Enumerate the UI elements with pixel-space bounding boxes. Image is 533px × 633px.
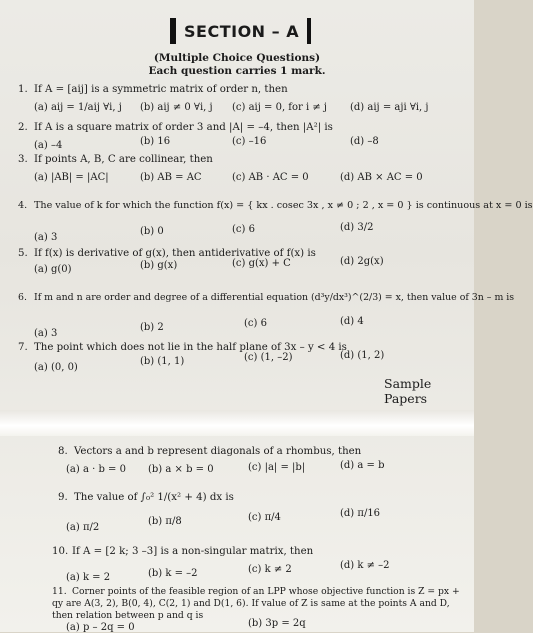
question-11 xyxy=(52,586,466,622)
section-header xyxy=(170,18,311,44)
question-8 xyxy=(58,446,361,457)
q9-option-b[interactable]: (b) π/8 xyxy=(148,516,182,527)
question-stem: The value of ∫₀² 1/(x² + 4) dx is xyxy=(74,492,234,503)
q7-option-a[interactable]: (a) (0, 0) xyxy=(34,362,78,373)
q5-option-a[interactable]: (a) g(0) xyxy=(34,264,72,275)
q1-option-d[interactable]: (d) aij = aji ∀i, j xyxy=(350,102,429,113)
q9-option-c[interactable]: (c) π/4 xyxy=(248,512,281,523)
q1-option-b[interactable]: (b) aij ≠ 0 ∀i, j xyxy=(140,102,213,113)
question-number: 3. xyxy=(18,154,28,165)
q3-option-d[interactable]: (d) AB × AC = 0 xyxy=(340,172,423,183)
question-number: 6. xyxy=(18,292,27,303)
question-9 xyxy=(58,492,234,503)
q3-option-a[interactable]: (a) |AB| = |AC| xyxy=(34,172,109,183)
question-number: 4. xyxy=(18,200,28,211)
header-bar-right xyxy=(307,18,311,44)
q2-option-c[interactable]: (c) –16 xyxy=(232,136,267,147)
q8-option-a[interactable]: (a) a · b = 0 xyxy=(66,464,126,475)
question-number: 10. xyxy=(52,546,69,557)
q2-option-a[interactable]: (a) –4 xyxy=(34,140,63,151)
question-1 xyxy=(18,84,288,95)
q6-option-c[interactable]: (c) 6 xyxy=(244,318,267,329)
q10-option-d[interactable]: (d) k ≠ –2 xyxy=(340,560,390,571)
question-stem: The value of k for which the function f(x) = { kx . cosec 3x , x ≠ 0 ; 2 , x = 0 } is continuous at x = 0 is xyxy=(34,200,533,211)
question-number: 1. xyxy=(18,84,28,95)
question-10 xyxy=(52,546,313,557)
q11-option-a[interactable]: (a) p – 2q = 0 xyxy=(66,622,135,633)
question-6 xyxy=(18,292,514,303)
question-stem: If A = [aij] is a symmetric matrix of order n, then xyxy=(34,84,288,95)
subtitle: (Multiple Choice Questions) xyxy=(153,52,321,64)
q2-option-d[interactable]: (d) –8 xyxy=(350,136,379,147)
q1-option-c[interactable]: (c) aij = 0, for i ≠ j xyxy=(232,102,328,113)
question-3 xyxy=(18,154,213,165)
q7-option-c[interactable]: (c) (1, –2) xyxy=(244,352,293,363)
question-stem: If m and n are order and degree of a differential equation (d³y/dx³)^(2/3) = x, then value of 3n – m is xyxy=(34,292,515,303)
question-stem: Corner points of the feasible region of an LPP whose objective function is Z = px + qy are A(3, 2), B(0, 4), C(2, 1) and D(1, 6). If value of Z is same at the points A and D, then relation between p and q is xyxy=(52,586,460,621)
header-bar-left xyxy=(170,18,176,44)
q10-option-a[interactable]: (a) k = 2 xyxy=(66,572,111,583)
question-stem: If A = [2 k; 3 –3] is a non-singular matrix, then xyxy=(72,546,314,557)
q6-option-d[interactable]: (d) 4 xyxy=(340,316,364,327)
q5-option-d[interactable]: (d) 2g(x) xyxy=(340,256,384,267)
q8-option-b[interactable]: (b) a × b = 0 xyxy=(148,464,214,475)
q4-option-c[interactable]: (c) 6 xyxy=(232,224,255,235)
q9-option-d[interactable]: (d) π/16 xyxy=(340,508,381,519)
q6-option-a[interactable]: (a) 3 xyxy=(34,328,58,339)
q3-option-c[interactable]: (c) AB · AC = 0 xyxy=(232,172,309,183)
marks-note: Each question carries 1 mark. xyxy=(148,65,326,77)
sample-papers-label: Sample Papers xyxy=(384,376,432,406)
page-break xyxy=(0,410,474,436)
question-4 xyxy=(18,200,533,211)
question-number: 8. xyxy=(58,446,68,457)
q10-option-c[interactable]: (c) k ≠ 2 xyxy=(248,564,292,575)
question-number: 7. xyxy=(18,342,28,353)
q6-option-b[interactable]: (b) 2 xyxy=(140,322,164,333)
q8-option-d[interactable]: (d) a = b xyxy=(340,460,385,471)
q11-option-b[interactable]: (b) 3p = 2q xyxy=(248,618,306,629)
section-title: SECTION – A xyxy=(184,21,300,41)
q3-option-b[interactable]: (b) AB = AC xyxy=(140,172,202,183)
q5-option-b[interactable]: (b) g(x) xyxy=(140,260,178,271)
question-stem: If f(x) is derivative of g(x), then antiderivative of f(x) is xyxy=(34,248,316,259)
q2-option-b[interactable]: (b) 16 xyxy=(140,136,171,147)
question-stem: If points A, B, C are collinear, then xyxy=(34,154,213,165)
question-stem: The point which does not lie in the half plane of 3x – y < 4 is xyxy=(34,342,347,353)
q7-option-b[interactable]: (b) (1, 1) xyxy=(140,356,185,367)
question-number: 2. xyxy=(18,122,28,133)
q7-option-d[interactable]: (d) (1, 2) xyxy=(340,350,385,361)
question-number: 9. xyxy=(58,492,68,503)
question-2 xyxy=(18,122,333,133)
q4-option-a[interactable]: (a) 3 xyxy=(34,232,58,243)
q4-option-b[interactable]: (b) 0 xyxy=(140,226,164,237)
question-number: 5. xyxy=(18,248,28,259)
question-7 xyxy=(18,342,347,353)
question-stem: If A is a square matrix of order 3 and |A| = –4, then |A²| is xyxy=(34,122,333,133)
q9-option-a[interactable]: (a) π/2 xyxy=(66,522,100,533)
q4-option-d[interactable]: (d) 3/2 xyxy=(340,222,374,233)
q5-option-c[interactable]: (c) g(x) + C xyxy=(232,258,291,269)
question-stem: Vectors a and b represent diagonals of a rhombus, then xyxy=(74,446,362,457)
question-number: 11. xyxy=(52,586,67,597)
q10-option-b[interactable]: (b) k = –2 xyxy=(148,568,198,579)
q1-option-a[interactable]: (a) aij = 1/aij ∀i, j xyxy=(34,102,122,113)
q8-option-c[interactable]: (c) |a| = |b| xyxy=(248,462,306,473)
